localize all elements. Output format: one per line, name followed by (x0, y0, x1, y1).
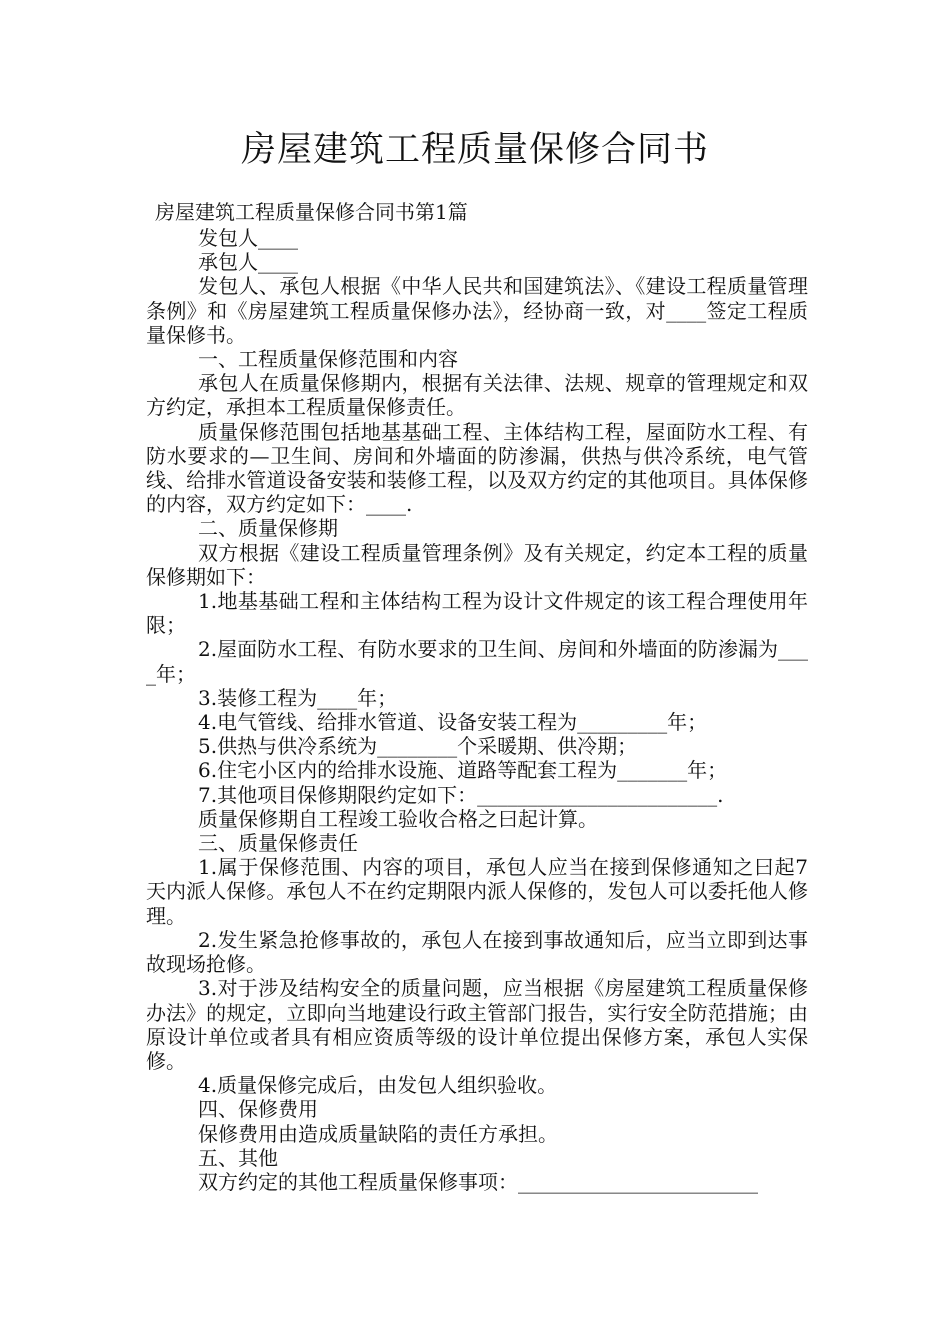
section-heading-period: 二、质量保修期 (198, 516, 338, 541)
document-body (146, 226, 808, 1194)
period-item-2: 2.屋面防水工程、有防水要求的卫生间、房间和外墙面的防渗漏为____年； (146, 637, 808, 686)
document-subtitle: 房屋建筑工程质量保修合同书第1篇 (155, 200, 468, 224)
section-heading-scope: 一、工程质量保修范围和内容 (198, 347, 458, 372)
paragraph-fees: 保修费用由造成质量缺陷的责任方承担。 (198, 1121, 558, 1146)
paragraph-scope-items: 质量保修范围包括地基基础工程、主体结构工程，屋面防水工程、有防水要求的—卫生间、房间和外墙面的防渗漏，供热与供冷系统，电气管线、给排水管道设备安装和装修工程，以及双方约定的其他项目。具体保修的内容，双方约定如下：____. (146, 419, 808, 517)
paragraph-scope-responsibility: 承包人在质量保修期内，根据有关法律、法规、规章的管理规定和双方约定，承担本工程质量保修责任。 (146, 371, 808, 420)
paragraph-employer: 发包人____ (198, 226, 298, 250)
period-item-5: 5.供热与供冷系统为________个采暖期、供冷期； (198, 734, 638, 759)
document-title: 房屋建筑工程质量保修合同书 (240, 130, 709, 170)
period-item-7: 7.其他项目保修期限约定如下：________________________. (198, 782, 724, 807)
responsibility-item-3: 3.对于涉及结构安全的质量问题，应当根据《房屋建筑工程质量保修办法》的规定，立即向当地建设行政主管部门报告，实行安全防范措施；由原设计单位或者具有相应资质等级的设计单位提出保修方案，承包人实保修。 (146, 976, 808, 1073)
section-heading-fees: 四、保修费用 (198, 1097, 318, 1122)
paragraph-preamble: 发包人、承包人根据《中华人民共和国建筑法》、《建设工程质量管理条例》和《房屋建筑工程质量保修办法》，经协商一致，对____签定工程质量保修书。 (146, 274, 808, 347)
period-item-4: 4.电气管线、给排水管道、设备安装工程为_________年； (198, 710, 708, 735)
responsibility-item-2: 2.发生紧急抢修事故的，承包人在接到事故通知后，应当立即到达事故现场抢修。 (146, 927, 808, 977)
paragraph-period-start: 质量保修期自工程竣工验收合格之曰起计算。 (198, 806, 598, 831)
period-item-1: 1.地基基础工程和主体结构工程为设计文件规定的该工程合理使用年限； (146, 589, 808, 638)
section-heading-responsibility: 三、质量保修责任 (198, 831, 358, 856)
paragraph-other: 双方约定的其他工程质量保修事项：________________________ (198, 1169, 758, 1194)
responsibility-item-4: 4.质量保修完成后，由发包人组织验收。 (198, 1073, 558, 1098)
section-heading-other: 五、其他 (198, 1145, 278, 1170)
period-item-3: 3.装修工程为____年； (198, 685, 398, 710)
paragraph-contractor: 承包人____ (198, 250, 298, 275)
paragraph-period-intro: 双方根据《建设工程质量管理条例》及有关规定，约定本工程的质量保修期如下： (146, 540, 808, 589)
period-item-6: 6.住宅小区内的给排水设施、道路等配套工程为_______年； (198, 758, 728, 783)
responsibility-item-1: 1.属于保修范围、内容的项目，承包人应当在接到保修通知之曰起7天内派人保修。承包人不在约定期限内派人保修的，发包人可以委托他人修理。 (146, 855, 808, 928)
